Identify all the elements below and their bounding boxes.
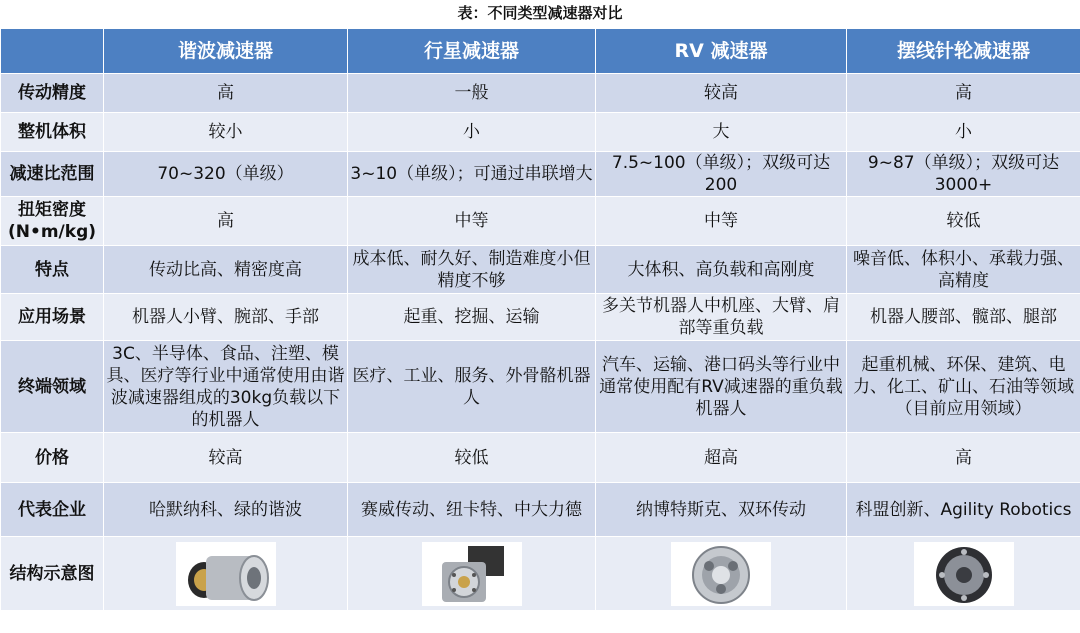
row-label: 应用场景 xyxy=(1,294,104,341)
table-cell: 哈默纳科、绿的谐波 xyxy=(104,483,348,537)
table-cell: 小 xyxy=(348,113,596,152)
table-cell: 医疗、工业、服务、外骨骼机器人 xyxy=(348,341,596,433)
cycloidal-reducer-icon xyxy=(914,542,1014,606)
table-cell: 7.5~100（单级）；双级可达200 xyxy=(596,152,847,197)
table-cell: 传动比高、精密度高 xyxy=(104,246,348,294)
table-cell: 纳博特斯克、双环传动 xyxy=(596,483,847,537)
table-cell: 较低 xyxy=(348,433,596,483)
table-cell: 9~87（单级）；双级可达3000+ xyxy=(847,152,1080,197)
table-title: 表：不同类型减速器对比 xyxy=(457,4,623,22)
row-label: 整机体积 xyxy=(1,113,104,152)
harmonic-reducer-icon xyxy=(176,542,276,606)
table-cell: 高 xyxy=(104,197,348,246)
table-cell: 较高 xyxy=(104,433,348,483)
table-row xyxy=(1,433,1080,483)
table-cell: 起重、挖掘、运输 xyxy=(348,294,596,341)
table-cell xyxy=(847,537,1080,611)
table-cell: 较低 xyxy=(847,197,1080,246)
table-cell: 科盟创新、Agility Robotics xyxy=(847,483,1080,537)
table-row xyxy=(1,294,1080,341)
table-cell: 赛威传动、纽卡特、中大力德 xyxy=(348,483,596,537)
table-cell xyxy=(596,537,847,611)
table-cell: 成本低、耐久好、制造难度小但精度不够 xyxy=(348,246,596,294)
table-cell: 大体积、高负载和高刚度 xyxy=(596,246,847,294)
table-cell: 大 xyxy=(596,113,847,152)
row-label: 终端领域 xyxy=(1,341,104,433)
row-label: 代表企业 xyxy=(1,483,104,537)
table-cell: 机器人腰部、髋部、腿部 xyxy=(847,294,1080,341)
table-row xyxy=(1,74,1080,113)
column-header: 行星减速器 xyxy=(348,29,596,74)
planetary-reducer-icon xyxy=(422,542,522,606)
table-cell: 较高 xyxy=(596,74,847,113)
table-cell: 3~10（单级）；可通过串联增大 xyxy=(348,152,596,197)
table-row xyxy=(1,483,1080,537)
column-header: 摆线针轮减速器 xyxy=(847,29,1080,74)
table-cell xyxy=(104,537,348,611)
table-cell: 机器人小臂、腕部、手部 xyxy=(104,294,348,341)
row-label: 减速比范围 xyxy=(1,152,104,197)
row-label: 传动精度 xyxy=(1,74,104,113)
row-label: 特点 xyxy=(1,246,104,294)
table-cell: 高 xyxy=(847,74,1080,113)
table-cell: 多关节机器人中机座、大臂、肩部等重负载 xyxy=(596,294,847,341)
table-cell: 高 xyxy=(847,433,1080,483)
table-row xyxy=(1,537,1080,611)
table-row xyxy=(1,197,1080,246)
table-cell: 噪音低、体积小、承载力强、高精度 xyxy=(847,246,1080,294)
table-cell: 小 xyxy=(847,113,1080,152)
table-cell: 70~320（单级） xyxy=(104,152,348,197)
table-row xyxy=(1,246,1080,294)
table-cell: 3C、半导体、食品、注塑、模具、医疗等行业中通常使用由谐波减速器组成的30kg负载以下的机器人 xyxy=(104,341,348,433)
table-cell: 较小 xyxy=(104,113,348,152)
table-row xyxy=(1,152,1080,197)
table-cell: 起重机械、环保、建筑、电力、化工、矿山、石油等领域（目前应用领域） xyxy=(847,341,1080,433)
column-header: 谐波减速器 xyxy=(104,29,348,74)
table-cell: 中等 xyxy=(596,197,847,246)
row-label: 价格 xyxy=(1,433,104,483)
table-row xyxy=(1,113,1080,152)
table-cell: 一般 xyxy=(348,74,596,113)
header-row xyxy=(1,29,1080,74)
comparison-table xyxy=(0,28,1080,611)
table-cell: 汽车、运输、港口码头等行业中通常使用配有RV减速器的重负载机器人 xyxy=(596,341,847,433)
row-label: 结构示意图 xyxy=(1,537,104,611)
header-corner xyxy=(1,29,104,74)
row-label: 扭矩密度(N•m/kg) xyxy=(1,197,104,246)
table-cell xyxy=(348,537,596,611)
rv-reducer-icon xyxy=(671,542,771,606)
column-header: RV 减速器 xyxy=(596,29,847,74)
table-cell: 高 xyxy=(104,74,348,113)
table-cell: 中等 xyxy=(348,197,596,246)
table-cell: 超高 xyxy=(596,433,847,483)
table-row xyxy=(1,341,1080,433)
